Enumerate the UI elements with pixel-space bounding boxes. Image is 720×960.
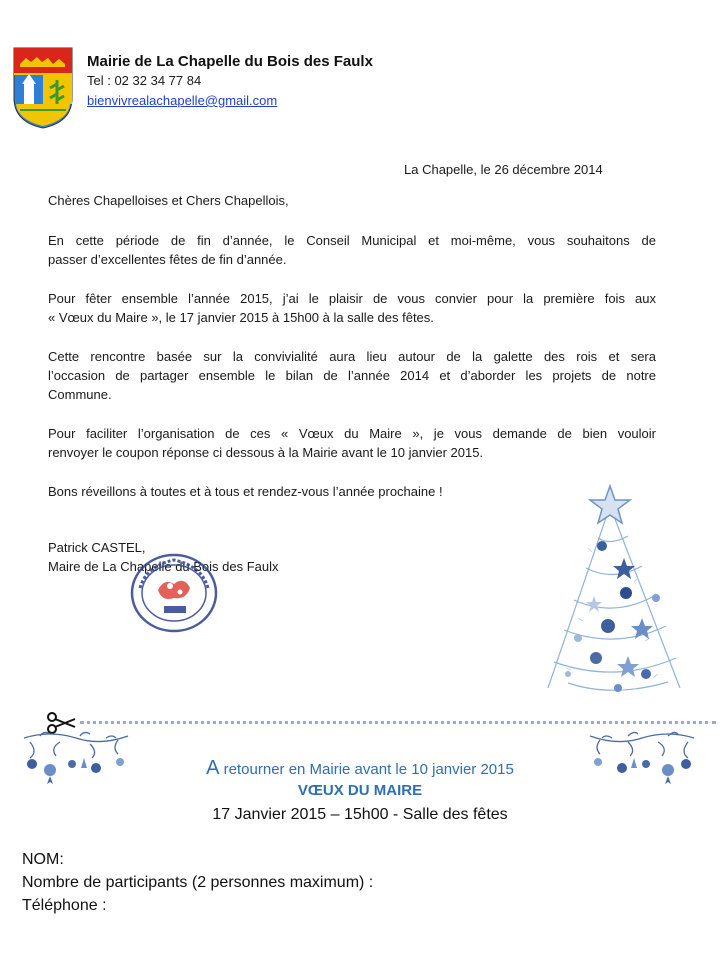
- paragraph-2: [48, 289, 656, 327]
- coupon-return-notice: [0, 757, 720, 780]
- greeting: Chères Chapelloises et Chers Chapellois,: [48, 193, 289, 208]
- paragraph-line: Bons réveillons à toutes et à tous et rendez-vous l’année prochaine !: [48, 484, 443, 499]
- paragraph-line: renvoyer le coupon réponse ci dessous à la Mairie avant le 10 janvier 2015.: [48, 445, 484, 460]
- coupon-return-text: retourner en Mairie avant le 10 janvier 2015: [219, 761, 514, 778]
- crest-icon: [12, 46, 74, 130]
- paragraph-line: passer d’excellentes fêtes de fin d’année.: [48, 252, 287, 267]
- paragraph-line: Commune.: [48, 387, 112, 402]
- coupon-initial: A: [206, 757, 220, 779]
- coupon-title: VŒUX DU MAIRE: [297, 782, 423, 799]
- field-nom: NOM:: [22, 851, 64, 868]
- field-telephone: Téléphone :: [22, 897, 107, 914]
- paragraph-1: [48, 231, 656, 269]
- coupon-event-details: 17 Janvier 2015 – 15h00 - Salle des fêtes: [212, 806, 508, 823]
- paragraph-line: Cette rencontre basée sur la convivialité aura lieu autour de la galette des rois et sera: [48, 349, 656, 364]
- paragraph-line: « Vœux du Maire », le 17 janvier 2015 à 15h00 à la salle des fêtes.: [48, 310, 434, 325]
- field-participants: Nombre de participants (2 personnes maximum) :: [22, 874, 374, 891]
- signature-title: Maire de La Chapelle du Bois des Faulx: [48, 559, 279, 574]
- signature-name: Patrick CASTEL,: [48, 540, 146, 555]
- paragraph-3: [48, 347, 656, 404]
- christmas-tree-icon: [538, 478, 688, 708]
- paragraph-4: [48, 424, 656, 462]
- paragraph-line: l’occasion de partager ensemble le bilan de l’année 2014 et d’aborder les projets de notre: [48, 368, 656, 383]
- paragraph-line: En cette période de fin d’année, le Conseil Municipal et moi-même, vous souhaitons de: [48, 233, 656, 248]
- paragraph-line: Pour fêter ensemble l’année 2015, j’ai le plaisir de vous convier pour la première fois aux: [48, 291, 656, 306]
- phone-number: Tel : 02 32 34 77 84: [87, 73, 202, 88]
- cut-line: [80, 721, 716, 724]
- letter-date: La Chapelle, le 26 décembre 2014: [404, 162, 603, 177]
- stamp-icon: [126, 548, 222, 638]
- paragraph-line: Pour faciliter l’organisation de ces « Vœux du Maire », je vous demande de bien vouloir: [48, 426, 656, 441]
- mairie-title: Mairie de La Chapelle du Bois des Faulx: [87, 53, 373, 70]
- email-link[interactable]: bienvivrealachapelle@gmail.com: [87, 93, 278, 108]
